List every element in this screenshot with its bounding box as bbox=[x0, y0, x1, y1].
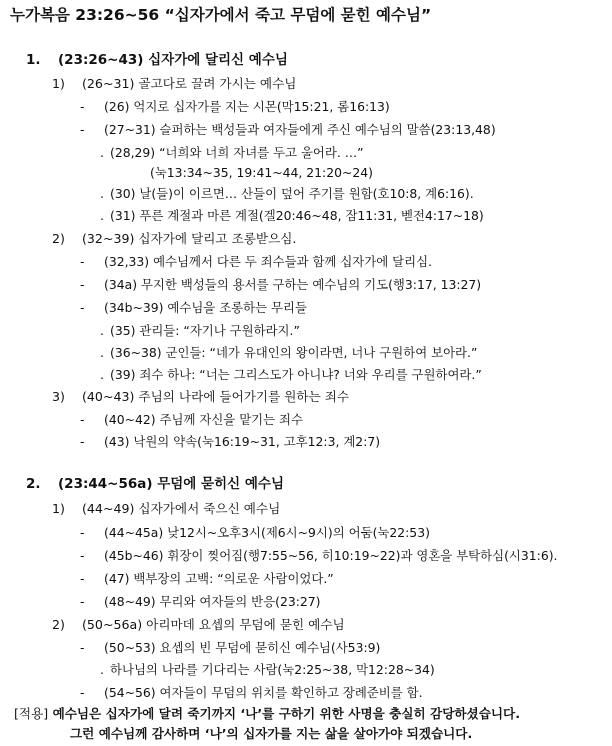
subsection-1-1 bbox=[52, 78, 296, 91]
list-item bbox=[100, 347, 477, 359]
list-item bbox=[80, 596, 321, 608]
dash-marker: - bbox=[80, 685, 85, 700]
item-text: (36~38) 군인들: “네가 유대인의 왕이라면, 너나 구원하여 보아라.” bbox=[110, 345, 478, 360]
dash-marker: - bbox=[80, 122, 85, 137]
list-item bbox=[80, 256, 432, 268]
dot-marker: . bbox=[100, 662, 104, 677]
application-tag: [적용] bbox=[14, 706, 49, 721]
dash-marker: - bbox=[80, 434, 85, 449]
subsection-title: (50~56a) 아리마데 요셉의 무덤에 묻힌 예수님 bbox=[82, 617, 345, 632]
list-item bbox=[80, 573, 334, 585]
item-text: (40~42) 주님께 자신을 맡기는 죄수 bbox=[104, 412, 304, 427]
list-item bbox=[80, 279, 481, 291]
item-text: (26) 억지로 십자가를 지는 시몬(막15:21, 롬16:13) bbox=[104, 99, 390, 114]
subsection-2-1 bbox=[52, 503, 280, 516]
dot-marker: . bbox=[100, 323, 104, 338]
item-text: (50~53) 요셉의 빈 무덤에 묻히신 예수님(사53:9) bbox=[104, 640, 381, 655]
item-text: (30) 날(들)이 이르면… 산들이 덮어 주기를 원함(호10:8, 계6:16). bbox=[110, 186, 474, 201]
subsection-2-2 bbox=[52, 619, 345, 632]
list-item bbox=[80, 687, 423, 699]
list-item bbox=[100, 664, 435, 676]
subsection-title: (44~49) 십자가에서 죽으신 예수님 bbox=[82, 501, 281, 516]
list-item bbox=[100, 325, 300, 337]
item-text: 하나님의 나라를 기다리는 사람(눅2:25~38, 막12:28~34) bbox=[110, 662, 435, 677]
list-item bbox=[80, 302, 307, 314]
item-text: (43) 낙원의 약속(눅16:19~31, 고후12:3, 계2:7) bbox=[104, 434, 381, 449]
list-item bbox=[80, 550, 558, 562]
subsection-title: (26~31) 골고다로 끌려 가시는 예수님 bbox=[82, 76, 297, 91]
item-text: (28,29) “너희와 너희 자녀를 두고 울어라. …” bbox=[110, 145, 364, 160]
dot-marker: . bbox=[100, 367, 104, 382]
list-item bbox=[80, 124, 496, 136]
section-title: (23:44~56a) 무덤에 묻히신 예수님 bbox=[58, 476, 284, 492]
application-text: 예수님은 십자가에 달려 죽기까지 ‘나’를 구하기 위한 사명을 충실히 감당하셨습니다. bbox=[52, 706, 521, 721]
dash-marker: - bbox=[80, 99, 85, 114]
subsection-number: 1) bbox=[52, 501, 65, 516]
list-item bbox=[80, 414, 303, 426]
item-text: (27~31) 슬퍼하는 백성들과 여자들에게 주신 예수님의 말씀(23:13,48) bbox=[104, 122, 496, 137]
list-item bbox=[80, 101, 390, 113]
subsection-number: 1) bbox=[52, 76, 65, 91]
subsection-title: (32~39) 십자가에 달리고 조롱받으심. bbox=[82, 231, 297, 246]
subsection-number: 2) bbox=[52, 231, 65, 246]
list-item-continuation: (눅13:34~35, 19:41~44, 21:20~24) bbox=[150, 165, 373, 180]
item-text: (44~45a) 낮12시~오후3시(제6시~9시)의 어둠(눅22:53) bbox=[104, 525, 430, 540]
item-text: (34a) 무지한 백성들의 용서를 구하는 예수님의 기도(행3:17, 13:27) bbox=[104, 277, 482, 292]
item-text: (34b~39) 예수님을 조롱하는 무리들 bbox=[104, 300, 307, 315]
list-item bbox=[100, 188, 474, 200]
subsection-number: 2) bbox=[52, 617, 65, 632]
item-text: (45b~46) 휘장이 찢어짐(행7:55~56, 히10:19~22)과 영혼을 부탁하심(시31:6). bbox=[104, 548, 558, 563]
section-number: 1. bbox=[26, 52, 41, 68]
application-line-1 bbox=[14, 708, 520, 721]
item-text: (32,33) 예수님께서 다른 두 죄수들과 함께 십자가에 달리심. bbox=[104, 254, 433, 269]
item-text: (35) 관리들: “자기나 구원하라지.” bbox=[110, 323, 300, 338]
dot-marker: . bbox=[100, 186, 104, 201]
list-item bbox=[80, 527, 430, 539]
dash-marker: - bbox=[80, 548, 85, 563]
subsection-1-2 bbox=[52, 233, 296, 246]
dash-marker: - bbox=[80, 254, 85, 269]
subsection-1-3 bbox=[52, 391, 349, 404]
dash-marker: - bbox=[80, 277, 85, 292]
dot-marker: . bbox=[100, 345, 104, 360]
section-title: (23:26~43) 십자가에 달리신 예수님 bbox=[58, 52, 288, 68]
item-text: (31) 푸른 계절과 마른 계절(겔20:46~48, 잠11:31, 벧전4:17~18) bbox=[110, 208, 484, 223]
dot-marker: . bbox=[100, 208, 104, 223]
dash-marker: - bbox=[80, 594, 85, 609]
dash-marker: - bbox=[80, 412, 85, 427]
subsection-title: (40~43) 주님의 나라에 들어가기를 원하는 죄수 bbox=[82, 389, 350, 404]
page-title: 누가복음 23:26~56 “십자가에서 죽고 무덤에 묻힌 예수님” bbox=[10, 6, 432, 24]
item-text: (47) 백부장의 고백: “의로운 사람이었다.” bbox=[104, 571, 334, 586]
list-item bbox=[100, 210, 484, 222]
list-item bbox=[100, 147, 364, 159]
dash-marker: - bbox=[80, 300, 85, 315]
section-1-heading bbox=[26, 54, 288, 68]
item-text: (39) 죄수 하나: “너는 그리스도가 아니냐? 너와 우리를 구원하여라.” bbox=[110, 367, 482, 382]
dash-marker: - bbox=[80, 571, 85, 586]
list-item bbox=[80, 436, 380, 448]
dot-marker: . bbox=[100, 145, 104, 160]
item-text: (54~56) 여자들이 무덤의 위치를 확인하고 장례준비를 함. bbox=[104, 685, 423, 700]
item-text: (48~49) 무리와 여자들의 반응(23:27) bbox=[104, 594, 321, 609]
application-line-2: 그런 예수님께 감사하며 ‘나’의 십자가를 지는 삶을 살아가야 되겠습니다. bbox=[70, 726, 473, 741]
section-number: 2. bbox=[26, 476, 41, 492]
dash-marker: - bbox=[80, 525, 85, 540]
subsection-number: 3) bbox=[52, 389, 65, 404]
dash-marker: - bbox=[80, 640, 85, 655]
section-2-heading bbox=[26, 478, 284, 492]
list-item bbox=[80, 642, 380, 654]
list-item bbox=[100, 369, 482, 381]
